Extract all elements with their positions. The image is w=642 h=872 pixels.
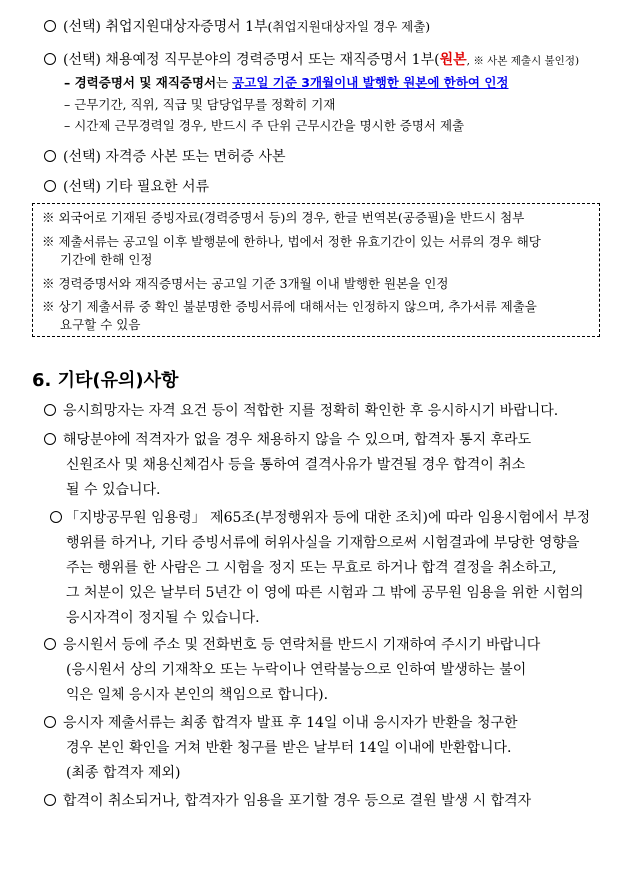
notice-item-line: (응시원서 상의 기재착오 또는 누락이나 연락불능으로 인하여 발생하는 불이 xyxy=(66,662,527,678)
notice-item-line: 그 처분이 있은 날부터 5년간 이 영에 따른 시험과 그 밖에 공무원 임용을 위한 시험의 xyxy=(66,585,584,601)
section-title: 6. 기타(유의)사항 xyxy=(32,370,179,391)
required-doc-item: (선택) 취업지원대상자증명서 1부(취업지원대상자일 경우 제출) xyxy=(44,17,430,37)
notice-item-line: (최종 합격자 제외) xyxy=(66,765,181,781)
note-line: ※ 제출서류는 공고일 이후 발행분에 한하나, 법에서 정한 유효기간이 있는 서류의 경우 해당 xyxy=(42,234,541,249)
notice-item: 합격이 취소되거나, 합격자가 임용을 포기할 경우 등으로 결원 발생 시 합격자 xyxy=(44,791,531,811)
note-line: 기간에 한해 인정 xyxy=(60,252,153,267)
notice-item: 해당분야에 적격자가 없을 경우 채용하지 않을 수 있으며, 합격자 통지 후라도 xyxy=(44,430,531,450)
note-line: ※ 경력증명서와 재직증명서는 공고일 기준 3개월 이내 발행한 원본을 인정 xyxy=(42,276,449,291)
notice-item: 응시희망자는 자격 요건 등이 적합한 지를 정확히 확인한 후 응시하시기 바랍니다. xyxy=(44,401,558,421)
note-line: 요구할 수 있음 xyxy=(60,317,141,332)
circle-bullet-icon xyxy=(44,433,56,445)
circle-bullet-icon xyxy=(44,638,56,650)
notice-item-line: 경우 본인 확인을 거쳐 반환 청구를 받은 날부터 14일 이내에 반환합니다. xyxy=(66,740,512,756)
circle-bullet-icon xyxy=(44,53,56,65)
circle-bullet-icon xyxy=(44,794,56,806)
notice-item-line: 될 수 있습니다. xyxy=(66,482,161,498)
circle-bullet-icon xyxy=(44,150,56,162)
circle-bullet-icon xyxy=(50,511,62,523)
required-doc-item: (선택) 기타 필요한 서류 xyxy=(44,177,209,197)
sub-item: – 근무기간, 직위, 직급 및 담당업무를 정확히 기재 xyxy=(64,97,336,112)
notice-item-line: 익은 일체 응시자 본인의 책임으로 합니다). xyxy=(66,687,329,703)
circle-bullet-icon xyxy=(44,404,56,416)
notice-item-line: 응시자격이 정지될 수 있습니다. xyxy=(66,610,260,626)
notice-item: 응시자 제출서류는 최종 합격자 발표 후 14일 이내 응시자가 반환을 청구한 xyxy=(44,713,518,733)
circle-bullet-icon xyxy=(44,180,56,192)
circle-bullet-icon xyxy=(44,20,56,32)
notice-item: 「지방공무원 임용령」 제65조(부정행위자 등에 대한 조치)에 따라 임용시험에서 부정 xyxy=(50,508,590,528)
circle-bullet-icon xyxy=(44,716,56,728)
notice-item-line: 주는 행위를 한 사람은 그 시험을 정지 또는 무효로 하거나 합격 결정을 취소하고, xyxy=(66,560,557,576)
note-line: ※ 외국어로 기재된 증빙자료(경력증명서 등)의 경우, 한글 번역본(공증필)을 반드시 첨부 xyxy=(42,210,525,225)
required-doc-item: (선택) 채용예정 직무분야의 경력증명서 또는 재직증명서 1부(원본, ※ 사본 제출시 불인정) xyxy=(44,50,579,71)
note-line: ※ 상기 제출서류 중 확인 불분명한 증빙서류에 대해서는 인정하지 않으며, 추가서류 제출을 xyxy=(42,299,537,314)
sub-item: – 시간제 근무경력일 경우, 반드시 주 단위 근무시간을 명시한 증명서 제출 xyxy=(64,118,465,133)
notice-item-line: 신원조사 및 채용신체검사 등을 통하여 결격사유가 발견될 경우 합격이 취소 xyxy=(66,457,526,473)
notice-item-line: 행위를 하거나, 기타 증빙서류에 허위사실을 기재함으로써 시험결과에 부당한 영향을 xyxy=(66,535,580,551)
required-doc-item: (선택) 자격증 사본 또는 면허증 사본 xyxy=(44,147,286,167)
sub-item: – 경력증명서 및 재직증명서는 공고일 기준 3개월이내 발행한 원본에 한하여 인정 xyxy=(64,75,509,90)
notice-item: 응시원서 등에 주소 및 전화번호 등 연락처를 반드시 기재하여 주시기 바랍니다 xyxy=(44,635,540,655)
